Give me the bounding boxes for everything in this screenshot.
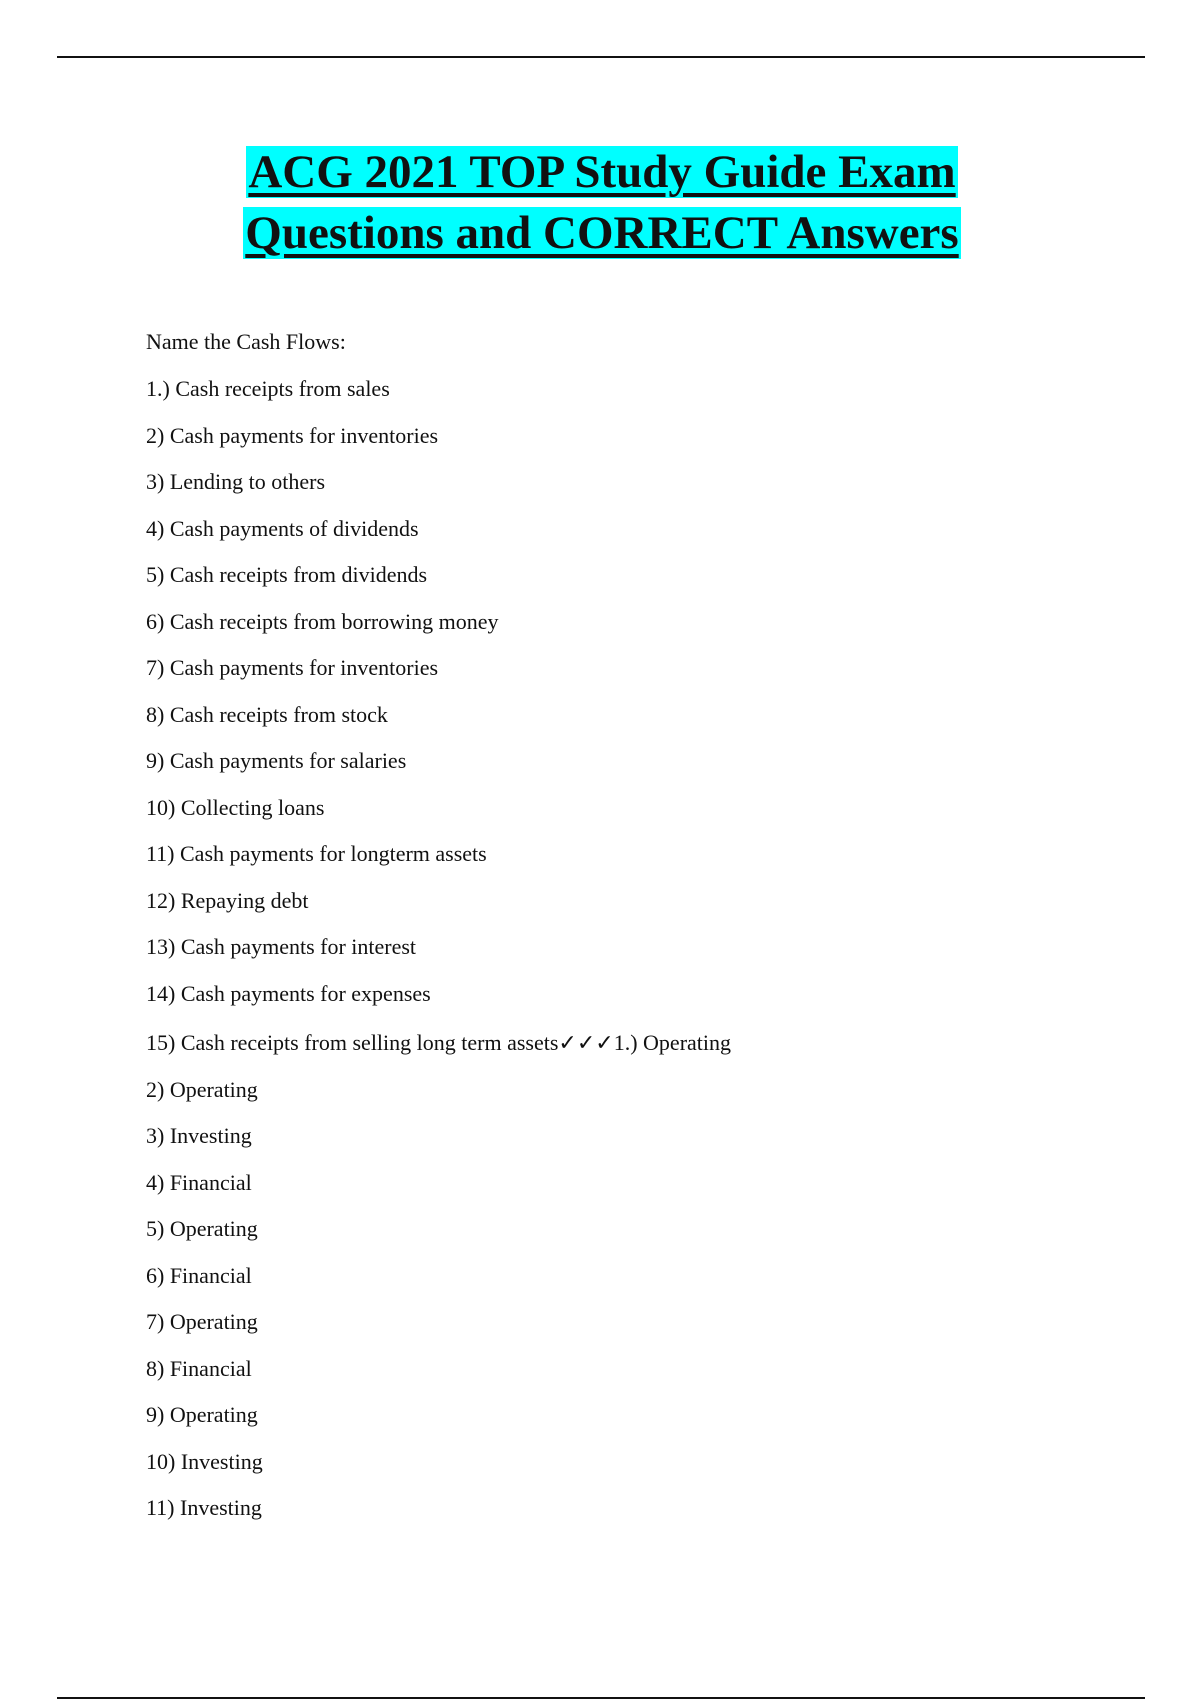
question-item: 2) Cash payments for inventories	[146, 422, 439, 448]
document-title-line-1	[232, 146, 972, 198]
question-item: 12) Repaying debt	[146, 887, 309, 913]
top-rule	[57, 56, 1145, 58]
question-item: 13) Cash payments for interest	[146, 934, 417, 959]
intro-text: Name the Cash Flows:	[146, 329, 346, 354]
document-title-line-2	[232, 207, 972, 259]
question-item: 9) Cash payments for salaries	[146, 748, 407, 773]
answer-item: 8) Financial	[146, 1355, 252, 1381]
answer-item: 9) Operating	[146, 1402, 258, 1427]
question-item: 5) Cash receipts from dividends	[146, 562, 428, 587]
question-item: 1.) Cash receipts from sales	[146, 376, 390, 401]
question-item: 7) Cash payments for inventories	[146, 655, 439, 680]
question-item: 10) Collecting loans	[146, 794, 325, 820]
title-highlight: Questions and CORRECT Answers	[245, 207, 959, 259]
question-item: 15) Cash receipts from selling long term assets✓✓✓1.) Operating	[146, 1030, 732, 1055]
question-item: 4) Cash payments of dividends	[146, 515, 419, 541]
answer-item: 6) Financial	[146, 1262, 252, 1288]
answer-item: 3) Investing	[146, 1123, 252, 1148]
answer-item: 2) Operating	[146, 1076, 258, 1102]
answer-item: 7) Operating	[146, 1309, 258, 1334]
question-item: 14) Cash payments for expenses	[146, 980, 431, 1006]
question-item: 3) Lending to others	[146, 469, 326, 494]
answer-item: 4) Financial	[146, 1169, 252, 1195]
title-highlight: ACG 2021 TOP Study Guide Exam	[248, 146, 956, 198]
question-item: 6) Cash receipts from borrowing money	[146, 608, 499, 634]
bottom-rule	[57, 1697, 1145, 1699]
answer-item: 10) Investing	[146, 1448, 263, 1474]
answer-item: 5) Operating	[146, 1216, 258, 1241]
question-item: 11) Cash payments for longterm assets	[146, 841, 487, 866]
question-item: 8) Cash receipts from stock	[146, 701, 388, 727]
answer-item: 11) Investing	[146, 1495, 262, 1520]
